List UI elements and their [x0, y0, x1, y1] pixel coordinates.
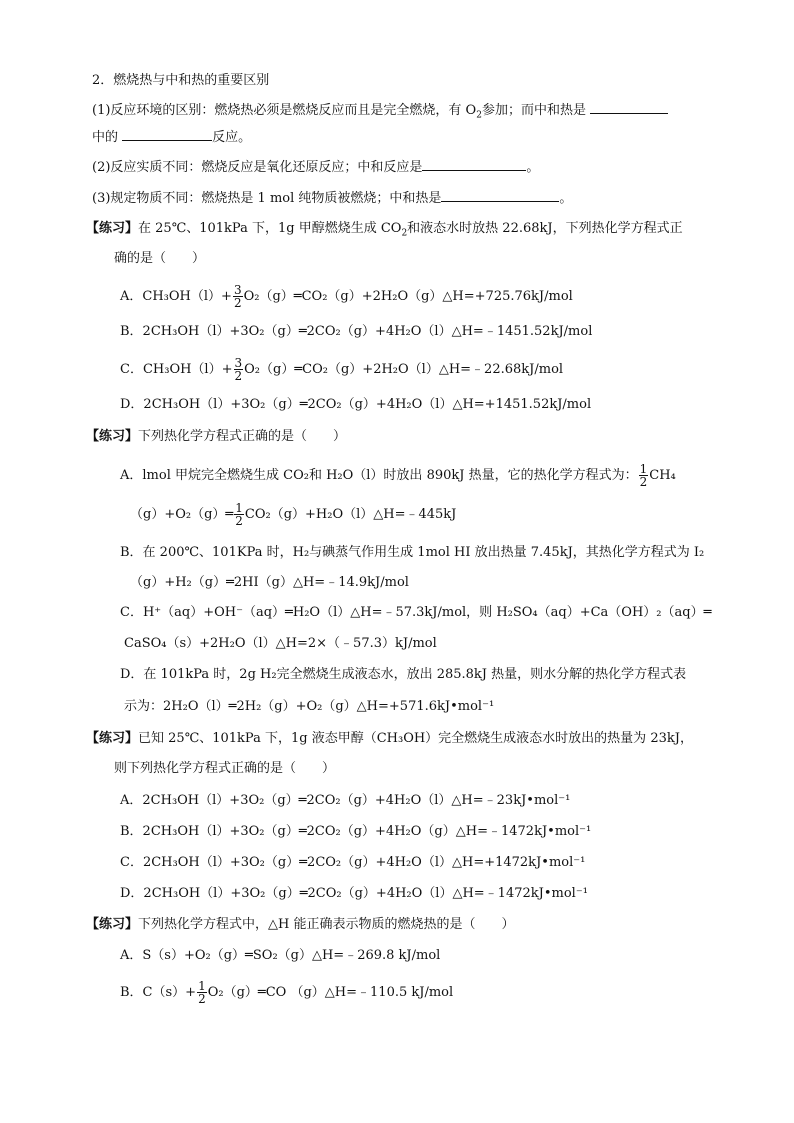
q2-option-a-1[interactable]: A．lmol 甲烷完全燃烧生成 CO₂和 H₂O（l）时放出 890kJ 热量，它的热化学方程式为： $\frac{1}{2}$ CH₄	[120, 462, 676, 489]
item-2: (2)反应实质不同：燃烧反应是氧化还原反应；中和反应是 。	[92, 157, 539, 177]
q3-option-a[interactable]: A．2CH₃OH（l）+3O₂（g）═2CO₂（g）+4H₂O（l）△H=﹣23kJ•mol⁻¹	[120, 793, 571, 808]
fraction: $\frac{3}{2}$	[233, 283, 242, 310]
q1-option-a[interactable]: A．CH₃OH（l）+ $\frac{3}{2}$ O₂（g）═CO₂（g）+2H₂O（g）△H=+725.76kJ/mol	[120, 283, 573, 310]
blank-4[interactable]	[441, 188, 559, 202]
blank-2[interactable]	[122, 127, 212, 141]
q2-option-c-2: CaSO₄（s）+2H₂O（l）△H=2×（﹣57.3）kJ/mol	[124, 636, 437, 651]
q3-stem-2: 则下列热化学方程式正确的是（ ）	[114, 761, 336, 776]
q2-option-b-1[interactable]: B．在 200℃、101KPa 时，H₂与碘蒸气作用生成 1mol HI 放出热量 7.45kJ，其热化学方程式为 I₂	[120, 545, 705, 560]
section-title: 2．燃烧热与中和热的重要区别	[92, 73, 270, 88]
q4-option-b[interactable]: B．C（s）+ $\frac{1}{2}$ O₂（g）═CO （g）△H=﹣110.5 kJ/mol	[120, 979, 454, 1006]
q1-option-c[interactable]: C．CH₃OH（l）+ $\frac{3}{2}$ O₂（g）═CO₂（g）+2H₂O（l）△H=﹣22.68kJ/mol	[120, 356, 564, 383]
q1-stem: 【练习】在 25℃、101kPa 下，1g 甲醇燃烧生成 $CO_2$和液态水时放热 22.68kJ，下列热化学方程式正	[86, 221, 683, 239]
q2-option-a-2: （g）+O₂（g）═ $\frac{1}{2}$ CO₂（g）+H₂O（l）△H=﹣445kJ	[130, 501, 457, 528]
q2-option-d-2: 示为：2H₂O（l）═2H₂（g）+O₂（g）△H=+571.6kJ•mol⁻¹	[124, 699, 495, 714]
q1-stem-2: 确的是（ ）	[114, 251, 206, 266]
q4-option-a[interactable]: A．S（s）+O₂（g）═SO₂（g）△H=﹣269.8 kJ/mol	[120, 948, 441, 963]
fraction: $\frac{1}{2}$	[198, 979, 206, 1006]
fraction: $\frac{1}{2}$	[639, 462, 648, 489]
q3-option-c[interactable]: C．2CH₃OH（l）+3O₂（g）═2CO₂（g）+4H₂O（l）△H=+1472kJ•mol⁻¹	[120, 855, 586, 870]
fraction: $\frac{1}{2}$	[235, 501, 243, 528]
blank-3[interactable]	[422, 157, 526, 171]
q2-option-d-1[interactable]: D．在 101kPa 时，2g H₂完全燃烧生成液态水，放出 285.8kJ 热量，则水分解的热化学方程式表	[120, 667, 687, 682]
q2-option-c-1[interactable]: C．H⁺（aq）+OH⁻（aq）═H₂O（l）△H=﹣57.3kJ/mol，则 H₂SO₄（aq）+Ca（OH）₂（aq）═	[120, 605, 712, 620]
fraction: $\frac{3}{2}$	[234, 356, 243, 383]
q1-option-b[interactable]: B．2CH₃OH（l）+3O₂（g）═2CO₂（g）+4H₂O（l）△H=﹣1451.52kJ/mol	[120, 324, 593, 339]
q3-stem-1: 【练习】已知 25℃、101kPa 下，1g 液态甲醇（CH₃OH）完全燃烧生成液态水时放出的热量为 23kJ，	[86, 731, 693, 746]
q1-option-d[interactable]: D．2CH₃OH（l）+3O₂（g）═2CO₂（g）+4H₂O（l）△H=+1451.52kJ/mol	[120, 397, 592, 412]
q2-stem: 【练习】下列热化学方程式正确的是（ ）	[86, 429, 347, 444]
exercise-tag: 【练习】	[86, 221, 139, 236]
q2-option-b-2: （g）+H₂（g）═2HI（g）△H=﹣14.9kJ/mol	[130, 575, 409, 590]
item-1-line-2: 中的 反应。	[92, 127, 251, 147]
q3-option-d[interactable]: D．2CH₃OH（l）+3O₂（g）═2CO₂（g）+4H₂O（l）△H=﹣1472kJ•mol⁻¹	[120, 886, 588, 901]
item-3: (3)规定物质不同：燃烧热是 1 mol 纯物质被燃烧；中和热是 。	[92, 188, 572, 208]
blank-1[interactable]	[590, 100, 668, 114]
item-1-line-1: (1)反应环境的区别：燃烧热必须是燃烧反应而且是完全燃烧，有 $O_2$参加；而中和热是	[92, 100, 668, 120]
q3-option-b[interactable]: B．2CH₃OH（l）+3O₂（g）═2CO₂（g）+4H₂O（g）△H=﹣1472kJ•mol⁻¹	[120, 824, 592, 839]
q4-stem: 【练习】下列热化学方程式中，△H 能正确表示物质的燃烧热的是（ ）	[86, 917, 515, 932]
